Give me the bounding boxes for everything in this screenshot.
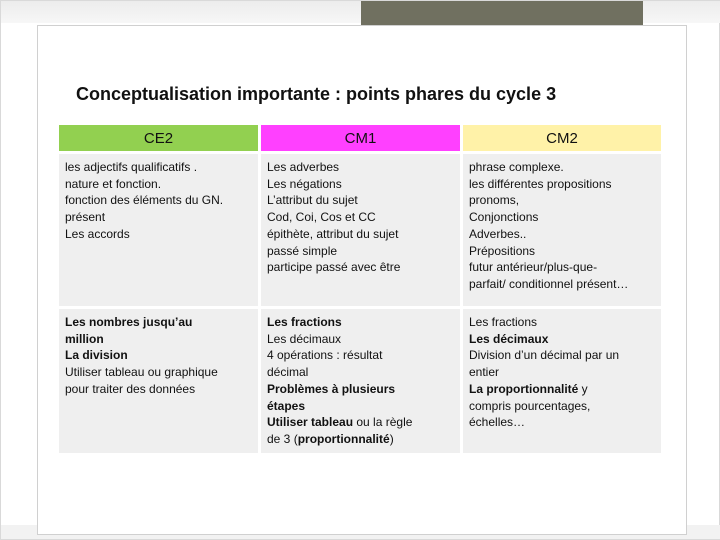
cell-line: Adverbes.. xyxy=(469,226,527,241)
text-bold: La proportionnalité xyxy=(469,381,579,396)
cell-line: Les nombres jusqu’au xyxy=(65,315,193,329)
cell-line: les adjectifs qualificatifs . xyxy=(65,160,198,174)
cell-line: L’attribut du sujet xyxy=(267,193,358,208)
cell-line: entier xyxy=(469,365,500,380)
cell-line: passé simple xyxy=(267,243,338,258)
text-bold: Utiliser tableau xyxy=(267,415,354,430)
cell-line: 4 opérations : résultat xyxy=(267,348,383,363)
cell-line: décimal xyxy=(267,365,309,380)
text-plain: ou la règle xyxy=(353,415,413,430)
header-cm2: CM2 xyxy=(463,125,661,151)
header-ce2: CE2 xyxy=(59,125,258,151)
cell-ce2-grammar xyxy=(59,154,258,306)
cell-line: Les adverbes xyxy=(267,160,340,174)
cell-line: Les fractions xyxy=(469,315,538,329)
text-plain: ) xyxy=(389,431,394,446)
cell-line xyxy=(267,431,454,448)
table-header-row xyxy=(59,125,661,151)
cell-line: Les fractions xyxy=(267,315,342,329)
cell-line: pronoms, xyxy=(469,193,520,208)
cell-cm2-grammar xyxy=(463,154,661,306)
cell-line: Problèmes à plusieurs xyxy=(267,381,396,396)
cell-line: La division xyxy=(65,348,128,363)
cell-line xyxy=(267,414,454,431)
cell-line: Division d’un décimal par un xyxy=(469,348,620,363)
cycle3-table xyxy=(56,122,664,456)
cell-line: étapes xyxy=(267,398,306,413)
table-row xyxy=(59,309,661,453)
cell-line: nature et fonction. xyxy=(65,176,162,191)
cell-line: futur antérieur/plus-que- xyxy=(469,260,598,275)
cell-line: les différentes propositions xyxy=(469,176,612,191)
cell-line: pour traiter des données xyxy=(65,381,196,396)
cell-line: échelles… xyxy=(469,415,526,430)
cell-line: présent xyxy=(65,210,106,225)
cell-cm2-math xyxy=(463,309,661,453)
cell-line: Les décimaux xyxy=(267,331,342,346)
cell-line: Les décimaux xyxy=(469,331,549,346)
text-plain: y xyxy=(578,381,588,396)
text-bold: proportionnalité xyxy=(297,431,390,446)
cell-line: Cod, Coi, Cos et CC xyxy=(267,210,376,225)
cell-cm1-math xyxy=(261,309,460,453)
cell-line: Prépositions xyxy=(469,243,536,258)
cell-line: compris pourcentages, xyxy=(469,398,591,413)
cell-line: Utiliser tableau ou graphique xyxy=(65,365,218,380)
cell-line: million xyxy=(65,331,104,346)
slide-title: Conceptualisation importante : points phares du cycle 3 xyxy=(76,84,557,104)
cell-line: parfait/ conditionnel présent… xyxy=(469,276,629,291)
cell-line: Conjonctions xyxy=(469,210,539,225)
cell-cm1-grammar xyxy=(261,154,460,306)
text-plain: de 3 ( xyxy=(267,431,298,446)
cell-line: fonction des éléments du GN. xyxy=(65,193,224,208)
cell-line: Les négations xyxy=(267,176,342,191)
table-row xyxy=(59,154,661,306)
cell-ce2-math xyxy=(59,309,258,453)
cell-line: Les accords xyxy=(65,226,130,241)
header-cm1: CM1 xyxy=(261,125,460,151)
cell-line: phrase complexe. xyxy=(469,160,564,174)
cell-line xyxy=(469,381,655,398)
cell-line: participe passé avec être xyxy=(267,260,401,275)
cell-line: épithète, attribut du sujet xyxy=(267,226,399,241)
